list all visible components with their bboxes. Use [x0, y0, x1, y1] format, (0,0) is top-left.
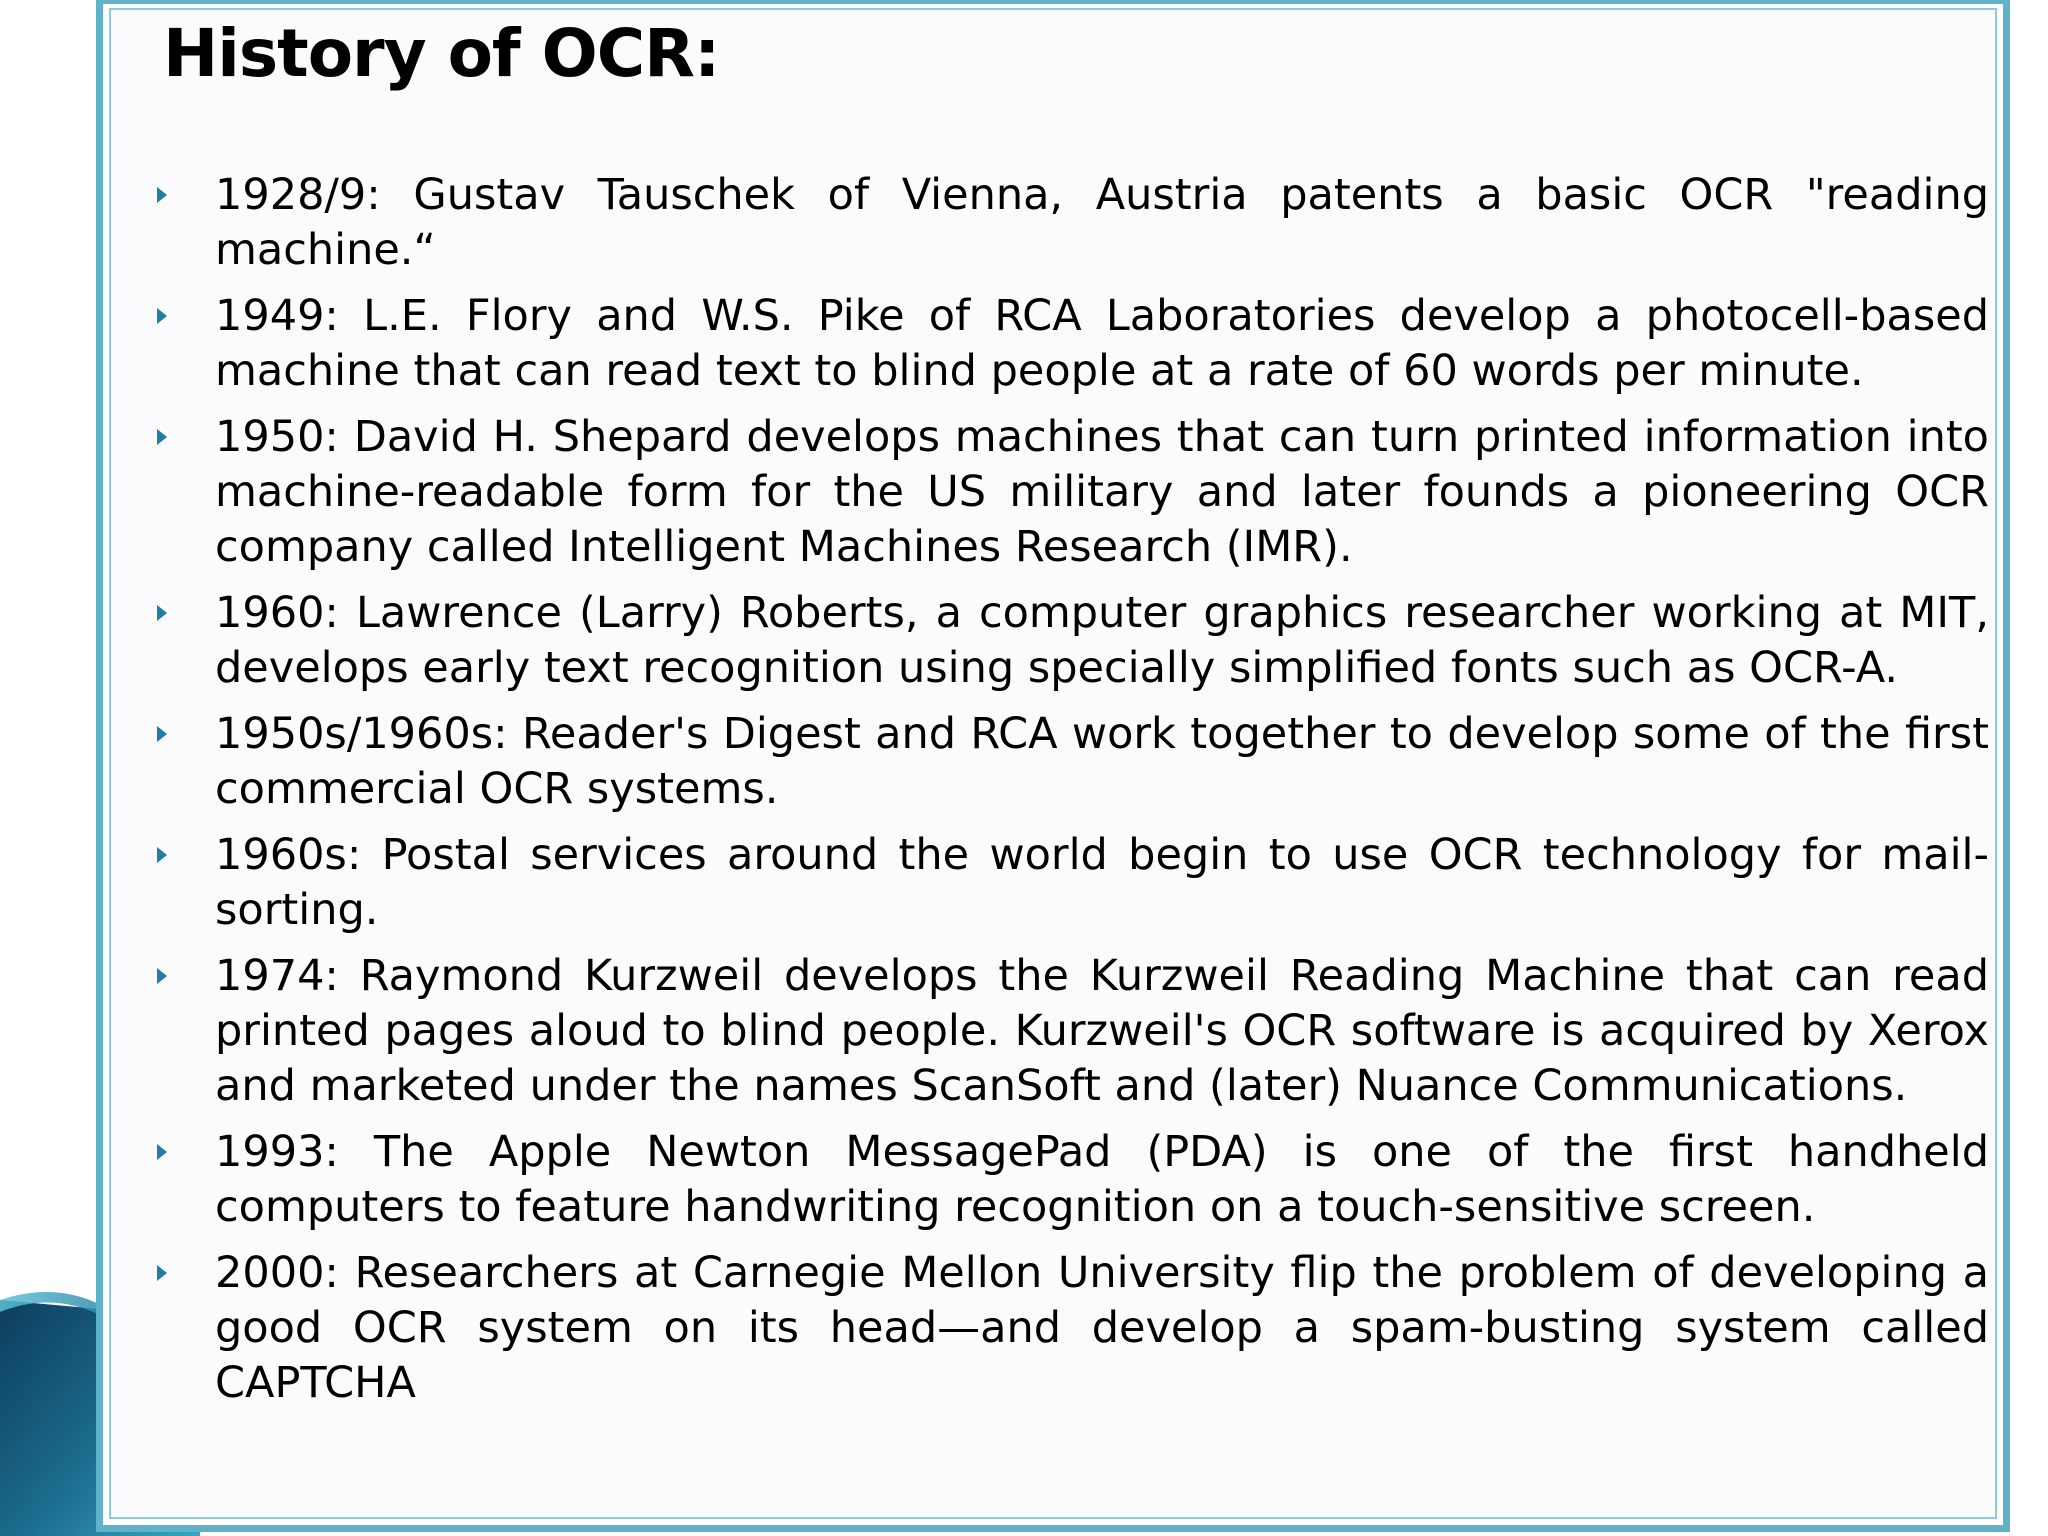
list-item — [157, 1125, 1989, 1235]
list-item — [157, 707, 1989, 817]
list-item — [157, 828, 1989, 938]
triangle-bullet-icon — [157, 1144, 167, 1160]
triangle-bullet-icon — [157, 726, 167, 742]
triangle-bullet-icon — [157, 187, 167, 203]
slide-title: History of OCR: — [163, 15, 720, 92]
list-item — [157, 586, 1989, 696]
slide-frame — [96, 0, 2010, 1532]
list-item-text: 1950: David H. Shepard develops machines that can turn printed information into machine-readable form for the US military and later founds a pioneering OCR company called Intelligent Machines Research (IMR). — [215, 412, 1989, 572]
triangle-bullet-icon — [157, 605, 167, 621]
list-item-text: 1974: Raymond Kurzweil develops the Kurzweil Reading Machine that can read printed pages aloud to blind people. Kurzweil's OCR software is acquired by Xerox and marketed under the names ScanSoft and (later) Nuance Communications. — [215, 951, 1989, 1111]
history-list — [157, 168, 1989, 1422]
list-item — [157, 410, 1989, 575]
triangle-bullet-icon — [157, 429, 167, 445]
triangle-bullet-icon — [157, 847, 167, 863]
triangle-bullet-icon — [157, 1265, 167, 1281]
list-item — [157, 168, 1989, 278]
list-item-text: 1928/9: Gustav Tauschek of Vienna, Austria patents a basic OCR "reading machine.“ — [215, 170, 1989, 275]
list-item-text: 1949: L.E. Flory and W.S. Pike of RCA Laboratories develop a photocell-based machine that can read text to blind people at a rate of 60 words per minute. — [215, 291, 1989, 396]
slide-body — [109, 8, 1997, 1519]
list-item-text: 1960s: Postal services around the world begin to use OCR technology for mail-sorting. — [215, 830, 1989, 935]
triangle-bullet-icon — [157, 968, 167, 984]
list-item-text: 1950s/1960s: Reader's Digest and RCA work together to develop some of the first commercial OCR systems. — [215, 709, 1989, 814]
list-item-text: 1993: The Apple Newton MessagePad (PDA) is one of the first handheld computers to feature handwriting recognition on a touch-sensitive screen. — [215, 1127, 1989, 1232]
list-item — [157, 1246, 1989, 1411]
list-item — [157, 949, 1989, 1114]
list-item — [157, 289, 1989, 399]
list-item-text: 2000: Researchers at Carnegie Mellon University flip the problem of developing a good OCR system on its head—and develop a spam-busting system called CAPTCHA — [215, 1248, 1989, 1408]
triangle-bullet-icon — [157, 308, 167, 324]
list-item-text: 1960: Lawrence (Larry) Roberts, a computer graphics researcher working at MIT, develops early text recognition using specially simplified fonts such as OCR-A. — [215, 588, 1989, 693]
